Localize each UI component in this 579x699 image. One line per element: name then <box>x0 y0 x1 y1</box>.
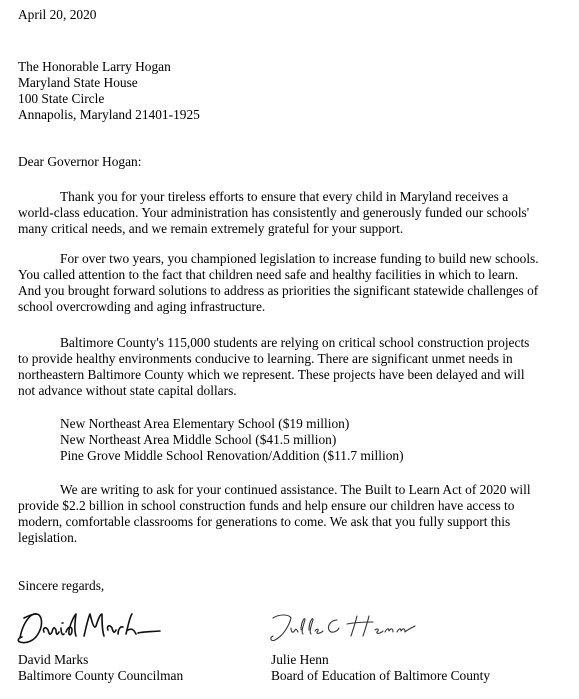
paragraph-line: For over two years, you championed legislation to increase funding to build new schools. <box>60 251 539 266</box>
paragraph-line: Thank you for your tireless efforts to ensure that every child in Maryland receives a <box>60 189 509 204</box>
signature-david-marks <box>14 608 164 650</box>
paragraph-line: modern, comfortable classrooms for generations to come. We ask that you fully support this <box>18 514 511 529</box>
paragraph-line: Baltimore County's 115,000 students are relying on critical school construction projects <box>60 335 530 350</box>
paragraph-line: We are writing to ask for your continued assistance. The Built to Learn Act of 2020 will <box>60 482 531 497</box>
letter-date: April 20, 2020 <box>18 7 97 22</box>
body-paragraph <box>18 335 563 399</box>
recipient-address <box>18 59 200 123</box>
paragraph-line: not advance without state capital dollars. <box>18 383 237 398</box>
paragraph-line: You called attention to the fact that children need safe and healthy facilities in which to learn. <box>18 267 519 282</box>
paragraph-line: school overcrowding and aging infrastructure. <box>18 299 266 314</box>
body-paragraph <box>18 189 563 237</box>
closing: Sincere regards, <box>18 578 105 593</box>
salutation: Dear Governor Hogan: <box>18 154 142 169</box>
body-paragraph <box>18 251 563 315</box>
signer-title: Board of Education of Baltimore County <box>271 668 491 683</box>
paragraph-line: legislation. <box>18 530 78 545</box>
project-item: New Northeast Area Elementary School ($19 million) <box>60 416 350 431</box>
project-item: New Northeast Area Middle School ($41.5 million) <box>60 432 337 447</box>
signature-julie-henn <box>265 610 435 644</box>
address-line: The Honorable Larry Hogan <box>18 59 171 74</box>
body-paragraph <box>18 482 563 546</box>
signer-name: David Marks <box>18 652 89 667</box>
address-line: Annapolis, Maryland 21401-1925 <box>18 107 200 122</box>
address-line: Maryland State House <box>18 75 138 90</box>
paragraph-line: And you brought forward solutions to address as priorities the significant statewide challenges of <box>18 283 539 298</box>
paragraph-line: northeastern Baltimore County which we represent. These projects have been delayed and will <box>18 367 525 382</box>
project-list <box>60 416 404 464</box>
signer-block <box>271 652 490 684</box>
signer-name: Julie Henn <box>271 652 329 667</box>
address-line: 100 State Circle <box>18 91 105 106</box>
paragraph-line: many critical needs, and we remain extremely grateful for your support. <box>18 221 404 236</box>
paragraph-line: to provide healthy environments conducive to learning. There are significant unmet needs in <box>18 351 513 366</box>
paragraph-line: provide $2.2 billion in school construction funds and help ensure our children have access to <box>18 498 515 513</box>
signer-title: Baltimore County Councilman <box>18 668 184 683</box>
paragraph-line: world-class education. Your administration has consistently and generously funded our schools' <box>18 205 530 220</box>
project-item: Pine Grove Middle School Renovation/Addition ($11.7 million) <box>60 448 404 463</box>
signer-block <box>18 652 183 684</box>
